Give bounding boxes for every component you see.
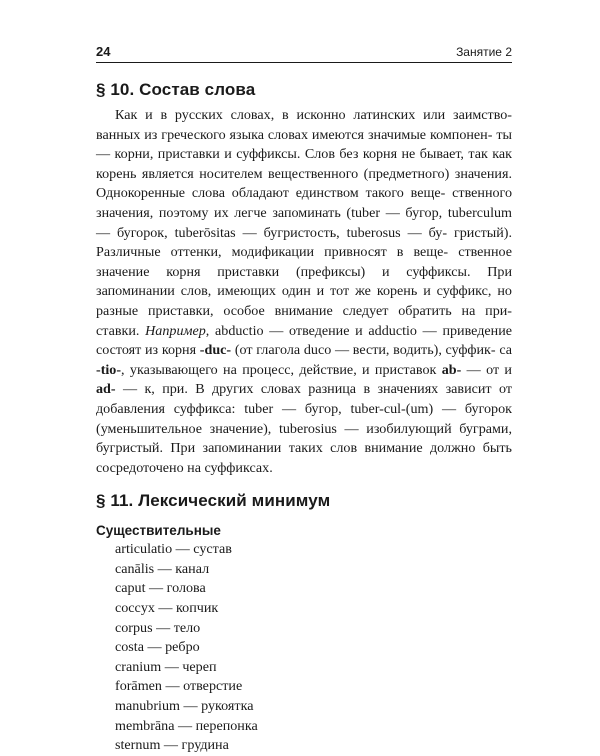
page-number: 24 <box>96 44 111 59</box>
section-10-heading: § 10. Состав слова <box>96 80 256 99</box>
vocab-item: sternum — грудина <box>115 737 229 754</box>
running-head <box>96 44 512 63</box>
vocab-item: costa — ребро <box>115 639 200 656</box>
text-line: от и <box>486 361 512 378</box>
text-line: Как и в русских словах, в исконно латинских или заимство- <box>115 107 512 123</box>
bold-suffix: -tio- <box>96 361 122 378</box>
vocab-item: corpus — тело <box>115 619 201 636</box>
vocab-item: manubrium — рукоятка <box>115 698 254 715</box>
text-line: запоминании слов, имеющих один и тот же корень и суффикс, <box>96 283 492 300</box>
text-line: ставки. <box>96 322 146 339</box>
text-line: (уменьшительное значение), tuberosius — изобилующий буграми, <box>96 420 512 437</box>
vocab-item: cranium — череп <box>115 658 217 675</box>
text-line: от добавления суффикса: tuber — бугор, tuber-cul-(um) — бугорок <box>96 381 513 417</box>
section-11-heading: § 11. Лексический минимум <box>96 491 331 511</box>
text-line: ственное значение корня приставки (префиксы) и суффиксы. При <box>96 244 512 280</box>
text-line: значения. Однокоренные слова обладают единством такого веще- <box>96 165 512 202</box>
text-line: но разные приставки, особое внимание следует обратить на при- <box>96 283 512 319</box>
section-10-paragraph <box>96 106 512 478</box>
vocab-item: coccyx — копчик <box>115 600 219 617</box>
text-line: бугристый. При запоминании таких слов внимание должно быть <box>96 440 512 457</box>
italic-example: Например <box>145 322 206 339</box>
text-line: сосредоточено на суффиксах. <box>96 459 273 476</box>
text-line: ванных из греческого языка словах имеются значимые компонен- <box>96 126 493 143</box>
text-line: са <box>499 342 512 359</box>
bold-root: -duc- <box>199 342 232 359</box>
text-line: , указывающего на процесс, действие, и приставок <box>121 361 442 378</box>
bold-prefix-ab: ab- <box>441 361 462 378</box>
text-line: гристый). Различные оттенки, модификации привносят в веще- <box>96 224 512 261</box>
text-line: состоят из корня <box>96 342 200 359</box>
text-line: , abductio — отведение и adductio — приведение <box>205 322 512 339</box>
vocab-item: forāmen — отверстие <box>115 678 243 695</box>
nouns-subheading: Существительные <box>96 523 221 539</box>
vocab-item: membrāna — перепонка <box>115 717 258 734</box>
vocab-item: caput — голова <box>115 580 206 597</box>
text-line: — <box>461 361 481 378</box>
vocab-item: canālis — канал <box>115 560 210 577</box>
text-line: ты — корни, приставки и суффиксы. Слов без корня не бывает, <box>96 126 512 163</box>
text-line: — к, при. В других словах разница в значениях зависит <box>115 381 492 398</box>
chapter-title: Занятие 2 <box>456 45 512 59</box>
vocab-item: articulatio — сустав <box>115 541 232 558</box>
vocabulary-list <box>96 540 512 756</box>
bold-prefix-ad: ad- <box>96 381 116 398</box>
text-line: так как корень является носителем вещественного (предметного) <box>96 146 513 182</box>
text-line: (от глагола duco — вести, водить), суффик- <box>231 342 496 359</box>
text-line: ственного значения, поэтому их легче запоминать (tuber — бугор, <box>96 185 513 221</box>
book-page <box>96 44 512 756</box>
text-line: tuberculum — бугорок, tuberōsitas — бугристость, tuberosus — бу- <box>96 204 512 241</box>
